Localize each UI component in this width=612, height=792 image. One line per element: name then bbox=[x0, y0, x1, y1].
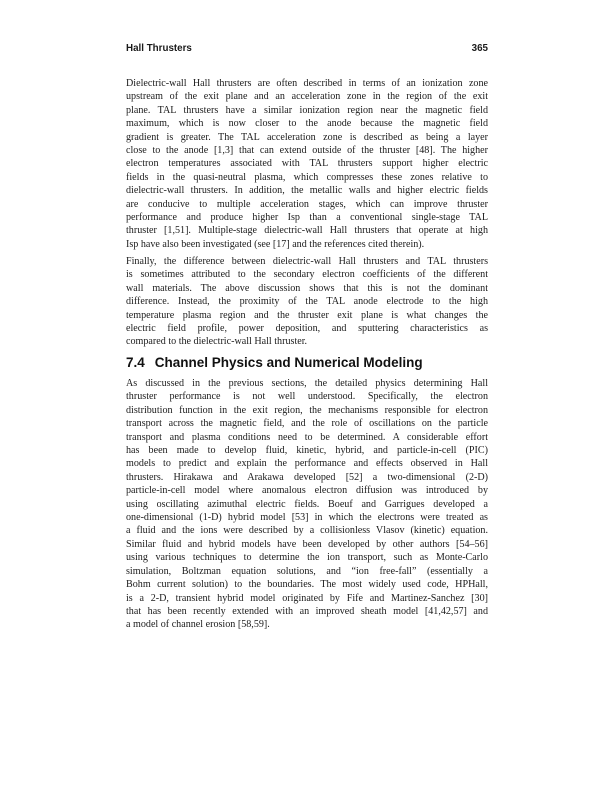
running-title: Hall Thrusters bbox=[126, 43, 192, 54]
text-line: a model of channel erosion [58,59]. bbox=[126, 619, 270, 631]
text-line: wall materials. The above discussion shows that this is not the dominant bbox=[126, 282, 488, 294]
paragraph-channel-physics-modeling bbox=[126, 377, 488, 632]
section-title: Channel Physics and Numerical Modeling bbox=[154, 355, 423, 370]
text-line: maximum, which is now closer to the anode because the magnetic field bbox=[126, 118, 488, 130]
text-line: thruster performance is not well understood. Specifically, the electron bbox=[126, 391, 488, 403]
text-line: that has been recently extended with an improved sheath model [41,42,57] and bbox=[126, 605, 488, 617]
text-line: electron temperatures associated with TAL thrusters support higher electric bbox=[126, 158, 488, 170]
page-number: 365 bbox=[471, 43, 488, 54]
text-line: simulation, Boltzman equation solutions, and “ion free-fall” (essentially a bbox=[126, 565, 488, 577]
text-line: transport across the magnetic field, and the role of oscillations on the particle bbox=[126, 418, 488, 430]
text-line: temperature plasma region and the thruster exit plane is what changes the bbox=[126, 309, 488, 321]
text-line: one-dimensional (1-D) hybrid model [53] in which the electrons were treated as bbox=[126, 512, 488, 524]
text-line: is a 2-D, transient hybrid model originated by Fife and Martinez-Sanchez [30] bbox=[126, 592, 488, 604]
text-line: models to predict and explain the performance and effects observed in Hall bbox=[126, 458, 488, 470]
text-line: plane. TAL thrusters have a similar ionization region near the magnetic field bbox=[126, 104, 488, 116]
page-header bbox=[126, 44, 488, 54]
text-line: transport and plasma conditions need to be determined. A considerable effort bbox=[126, 431, 488, 443]
text-line: a fluid and the ions were described by a collisionless Vlasov (kinetic) equation. bbox=[126, 525, 488, 537]
text-line: has been made to develop fluid, kinetic, hybrid, and particle-in-cell (PIC) bbox=[126, 445, 488, 457]
text-line: fields in the quasi-neutral plasma, which compresses these zones relative to bbox=[126, 171, 488, 183]
text-line: dielectric-wall thrusters. In addition, the metallic walls and higher electric fields bbox=[126, 185, 488, 197]
text-line: difference. Instead, the proximity of the TAL anode electrode to the high bbox=[126, 296, 488, 308]
text-line: compared to the dielectric-wall Hall thruster. bbox=[126, 336, 308, 348]
text-line: Dielectric-wall Hall thrusters are often described in terms of an ionization zone bbox=[126, 78, 488, 89]
paragraph-wall-material-difference bbox=[126, 255, 488, 349]
text-line: performance and produce higher Isp than a conventional single-stage TAL bbox=[126, 212, 488, 224]
text-line: As discussed in the previous sections, the detailed physics determining Hall bbox=[126, 378, 488, 389]
text-line: Finally, the difference between dielectric-wall Hall thrusters and TAL thrusters bbox=[126, 256, 488, 267]
section-heading bbox=[126, 355, 488, 371]
text-line: Bohm current solution) to the boundaries. The most widely used code, HPHall, bbox=[126, 579, 488, 591]
text-line: using oscillating azimuthal electric fields. Boeuf and Garrigues developed a bbox=[126, 498, 488, 510]
text-line: gradient is greater. The TAL acceleration zone is described as being a layer bbox=[126, 131, 488, 143]
text-line: upstream of the exit plane and an acceleration zone in the region of the exit bbox=[126, 91, 488, 103]
text-line: electric field profile, power deposition, and sputtering characteristics as bbox=[126, 323, 488, 335]
text-line: are conducive to multiple acceleration stages, which can improve thruster bbox=[126, 198, 488, 210]
text-line: thruster [1,51]. Multiple-stage dielectric-wall Hall thrusters that operate at high bbox=[126, 225, 488, 237]
text-line: is sometimes attributed to the secondary electron coefficients of the different bbox=[126, 269, 488, 281]
text-line: close to the anode [1,3] that can extend outside of the thruster [48]. The higher bbox=[126, 145, 488, 157]
paragraph-ionization-acceleration-zones bbox=[126, 77, 488, 251]
text-line: using various techniques to determine the ion transport, such as Monte-Carlo bbox=[126, 552, 488, 564]
section-number: 7.4 bbox=[126, 355, 145, 370]
text-line: Similar fluid and hybrid models have been developed by other authors [54–56] bbox=[126, 538, 488, 550]
text-line: Isp have also been investigated (see [17] and the references cited therein). bbox=[126, 238, 425, 250]
text-line: distribution function in the exit region, the mechanisms responsible for electron bbox=[126, 404, 488, 416]
text-line: thrusters. Hirakawa and Arakawa developed [52] a two-dimensional (2-D) bbox=[126, 471, 488, 483]
text-line: particle-in-cell model where anomalous electron diffusion was introduced by bbox=[126, 485, 488, 497]
